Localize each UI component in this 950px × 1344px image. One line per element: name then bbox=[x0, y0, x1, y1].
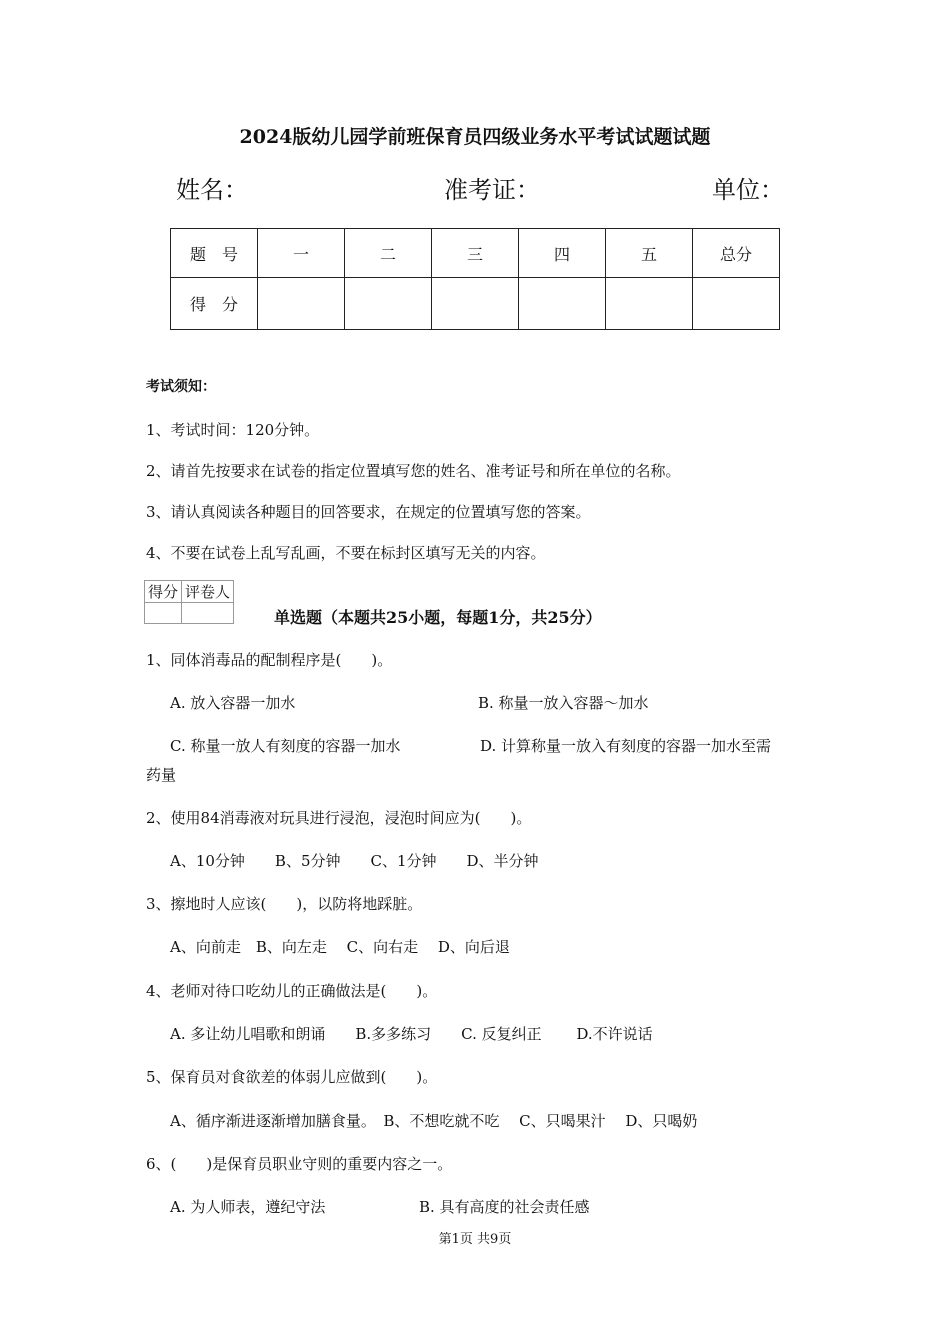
question-5-options: A、循序渐进逐渐增加膳食量。 B、不想吃就不吃 C、只喝果汁 D、只喝奶 bbox=[170, 1112, 698, 1130]
exam-id-label: 准考证： bbox=[444, 176, 540, 204]
question-5-stem: 5、保育员对食欲差的体弱儿应做到( )。 bbox=[146, 1068, 438, 1086]
section-title: 单选题（本题共25小题，每题1分，共25分） bbox=[274, 608, 602, 627]
score-table-header-row bbox=[171, 229, 780, 278]
question-4-stem: 4、老师对待口吃幼儿的正确做法是( )。 bbox=[146, 982, 438, 1000]
score-cell-2[interactable] bbox=[345, 278, 432, 330]
question-3-stem: 3、擦地时人应该( )，以防将地踩脏。 bbox=[146, 895, 423, 913]
question-3-options: A、向前走 B、向左走 C、向右走 D、向后退 bbox=[170, 938, 510, 956]
score-cell-4[interactable] bbox=[519, 278, 606, 330]
name-label: 姓名： bbox=[176, 176, 248, 204]
header-cell-label: 题 号 bbox=[171, 229, 258, 278]
question-4-options: A. 多让幼儿唱歌和朗诵 B.多多练习 C. 反复纠正 D.不许说话 bbox=[170, 1025, 653, 1043]
header-cell-4: 四 bbox=[519, 229, 606, 278]
notice-item-2: 2、请首先按要求在试卷的指定位置填写您的姓名、准考证号和所在单位的名称。 bbox=[146, 462, 681, 480]
header-cell-2: 二 bbox=[345, 229, 432, 278]
question-1-stem: 1、同体消毒品的配制程序是( )。 bbox=[146, 651, 393, 669]
score-table bbox=[170, 228, 780, 330]
grader-header-row bbox=[145, 581, 234, 603]
exam-title: 2024版幼儿园学前班保育员四级业务水平考试试题试题 bbox=[239, 126, 711, 148]
grader-reviewer-cell[interactable] bbox=[182, 603, 234, 624]
question-1-option-d: D. 计算称量一放入有刻度的容器一加水至需 bbox=[480, 737, 772, 755]
score-cell-3[interactable] bbox=[432, 278, 519, 330]
grader-score-cell[interactable] bbox=[145, 603, 182, 624]
grader-score-label: 得分 bbox=[145, 581, 182, 603]
header-cell-5: 五 bbox=[606, 229, 693, 278]
question-2-options: A、10分钟 B、5分钟 C、1分钟 D、半分钟 bbox=[170, 852, 539, 870]
notice-title: 考试须知： bbox=[146, 379, 216, 395]
score-table-score-row bbox=[171, 278, 780, 330]
grader-reviewer-label: 评卷人 bbox=[182, 581, 234, 603]
notice-item-3: 3、请认真阅读各种题目的回答要求，在规定的位置填写您的答案。 bbox=[146, 503, 591, 521]
unit-label: 单位： bbox=[712, 176, 784, 204]
header-cell-total: 总分 bbox=[693, 229, 780, 278]
notice-item-1: 1、考试时间：120分钟。 bbox=[146, 421, 320, 439]
question-6-option-b: B. 具有高度的社会责任感 bbox=[419, 1198, 590, 1216]
page-footer: 第1页 共9页 bbox=[438, 1232, 512, 1247]
score-cell-total[interactable] bbox=[693, 278, 780, 330]
score-cell-1[interactable] bbox=[258, 278, 345, 330]
score-row-label: 得 分 bbox=[171, 278, 258, 330]
question-1-option-a: A. 放入容器一加水 bbox=[170, 694, 296, 712]
question-6-stem: 6、( )是保育员职业守则的重要内容之一。 bbox=[146, 1155, 453, 1173]
header-cell-1: 一 bbox=[258, 229, 345, 278]
question-1-option-c: C. 称量一放人有刻度的容器一加水 bbox=[170, 737, 401, 755]
header-cell-3: 三 bbox=[432, 229, 519, 278]
grader-box bbox=[144, 580, 234, 624]
question-1-option-d-continued: 药量 bbox=[146, 766, 177, 784]
question-1-option-b: B. 称量一放入容器～加水 bbox=[478, 694, 649, 712]
score-cell-5[interactable] bbox=[606, 278, 693, 330]
question-6-option-a: A. 为人师表，遵纪守法 bbox=[170, 1198, 326, 1216]
notice-item-4: 4、不要在试卷上乱写乱画，不要在标封区填写无关的内容。 bbox=[146, 544, 546, 562]
question-2-stem: 2、使用84消毒液对玩具进行浸泡，浸泡时间应为( )。 bbox=[146, 809, 532, 827]
grader-input-row bbox=[145, 603, 234, 624]
